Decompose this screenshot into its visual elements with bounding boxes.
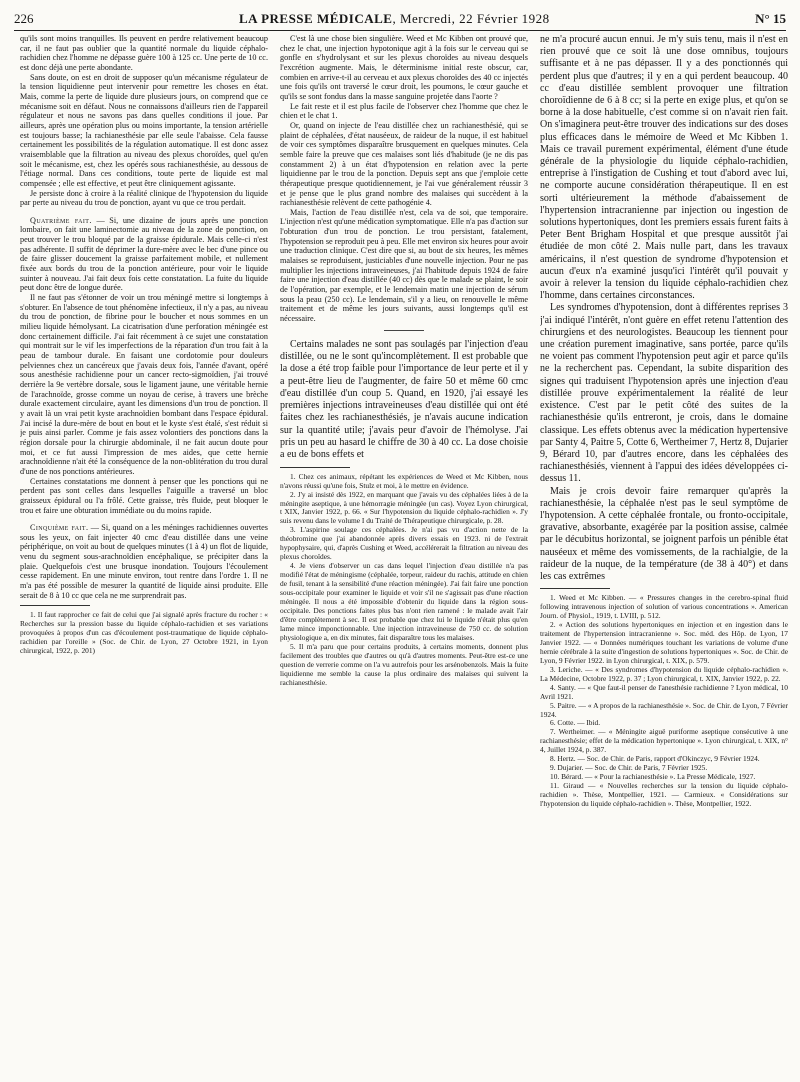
column-2	[280, 34, 528, 1074]
footnote: 2. « Action des solutions hypertoniques en injection et en ingestion dans le traitement de l'hypertension intracranienne ». Soc. méd. des Hôp. de Lyon, 17 Janvier 1922. — « Données numériques touchant les variations de volume d'une hernie cérébrale à la suite d'ingestion de solutions hypertoniques ». Soc. de Chir. de Lyon, 9 Février 1922. in Lyon chirurgical, t. XIX, p. 579.	[540, 620, 788, 665]
footnote: 8. Hertz. — Soc. de Chir. de Paris, rapport d'Okinczyc, 9 Février 1924.	[550, 754, 760, 764]
paragraph: Or, quand on injecte de l'eau distillée chez un rachianesthésié, qui se plaint de céphalées, d'état nauséeux, de raideur de la nuque, il est habituel de voir ces symptômes disparaître brusquement en quelques minutes. Cela semble faire la preuve que ces malaises sont liés d'habitude (je ne dis pas constamment 2) à un état d'hypotension en relation avec la perte liquidienne par le trou de la ponction. Depuis sept ans que j'emploie cette thérapeutique presque quotidiennement, je l'ai vue généralement réussir 3 et je pense que le plus grand nombre des malaises qui succèdent à la rachianesthésie relèvent de cette pathogénie 4.	[280, 120, 528, 208]
section-title: Cinquième fait.	[30, 523, 89, 533]
section-paragraph: Cinquième fait. — Si, quand on a les méninges rachidiennes ouvertes sous les yeux, on fait injecter 40 cmc d'eau distillée dans une veine périphérique, on voit au bout de quelques minutes (1 à 4) un flot de liquide, venu du segment sous-arachnoïdien encéphalique, se précipiter dans la plaie. Quelquefois c'est une brusque inondation. Toujours l'écoulement cesse rapidement. En une minute environ, tout rentre dans l'ordre 1. Il ne m'a pas été possible de mesurer la quantité de liquide ainsi produite. Elle serait de 8 à 10 cc que cela ne me surprendrait pas.	[20, 523, 268, 600]
footnotes	[540, 594, 788, 809]
page-header	[14, 8, 786, 31]
issue-date: , Mercredi, 22 Février 1928	[392, 11, 550, 26]
issue-number: N° 15	[755, 11, 786, 26]
section-title: Quatrième fait.	[30, 215, 92, 225]
paragraph: Le fait reste et il est plus facile de l'observer chez l'homme que chez le chien et le chat 1.	[280, 101, 528, 121]
paragraph: Les syndromes d'hypotension, dont à différentes reprises 3 j'ai indiqué l'intérêt, n'ont guère en effet retenu l'attention des chirurgiens et des neurologistes. Beaucoup les tiennent pour une création purement imaginative, sans portée, parce qu'ils ne voient pas comment l'hypotension peut agir et parce qu'ils ne la recherchent pas. Cependant, la subite disparition des signes qui traduisent l'hypotension après une injection d'eau distillée prouve expérimentalement la réalité de leur existence. C'est par le petit côté des suites de la rachianesthésie qu'ils entreront, je crois, dans le domaine classique. Les effets obtenus avec la médication hypertensive par Santy 4, Paitre 5, Cotte 6, Wertheimer 7, Hertz 8, Dujarier 9, Bérard 10, par d'autres encore, dans les céphalées des rachianesthésiés, viennent à l'appui des idées développées ci-dessus 11.	[540, 302, 788, 485]
footnote: 5. Il m'a paru que pour certains produits, à certains moments, donnent plus facilement des troubles que d'autres ou qu'à d'autres moments. Peut-être est-ce une question de verrerie comme on l'a vu autrefois pour les arsénobenzols. Mais la fuite liquidienne me semble la cause la plus ordinaire des malaises qui suivent la rachianesthésie.	[280, 641, 528, 687]
paragraph: Certaines constatations me donnent à penser que les ponctions qui ne perdent pas sont celles dans lesquelles l'aiguille a traversé un bloc graisseux épidural ou l'a frôlé. Cette graisse, très fluide, peut bloquer le trou et faire une obturation immédiate ou du moins rapide.	[20, 476, 268, 515]
footnote: 3. L'aspirine soulage ces céphalées. Je n'ai pas vu d'action nette de la théobromine que j'ai abandonnée après divers essais en 1923. ni de l'extrait hypophysaire, qui, d'après Cushing et Weed, accélérerait la filtration au niveau des plexus choroïdes.	[280, 525, 528, 562]
paragraph: Mais, l'action de l'eau distillée n'est, cela va de soi, que temporaire. L'injection n'est qu'une médication symptomatique. Elle n'a pas d'action sur l'obturation d'un trou de ponction. Le trou persistant, fatalement, l'hypotension se reproduit peu à peu. Elle met environ six heures pour avoir une traduction clinique. C'est dire que si, au bout de six heures, les mêmes malaises se reproduisent, justiciables d'une nouvelle injection. Pour ne pas multiplier les injections intraveineuses, j'ai l'habitude depuis 1924 de faire faire une injection d'eau distillée (40 cc) dès que le malade se plaint, le soir de l'opération, par exemple, et le lendemain matin une injection de sérum sous la peau (250 cc). Le lendemain, s'il y a lieu, on renouvelle le même traitement et de même les jours suivants, aussi longtemps qu'il est nécessaire.	[280, 207, 528, 324]
paragraph: C'est là une chose bien singulière. Weed et Mc Kibben ont prouvé que, chez le chat, une injection hypotonique agit à la fois sur le cerveau qui se gonfle en s'hydrolysant et sur les plexus choroïdes au niveau desquels l'excrétion augmente. Mais, le déterminisme initial reste obscur, car, combien en arrive-t-il au cerveau et aux plexus choroïdes des 40 cc injectés une fois qu'ils ont traversé le cœur droit, les poumons, le cœur gauche et qu'ils se sont fondus dans la masse sanguine projetée dans l'aorte ?	[280, 34, 528, 101]
footnotes	[280, 473, 528, 688]
footnote: 5. Paitre. — « A propos de la rachianesthésie ». Soc. de Chir. de Lyon, 7 Février 1924.	[540, 700, 788, 719]
paragraph: Je persiste donc à croire à la réalité clinique de l'hypotension du liquide par perte au niveau du trou de ponction, ayant vu que ce trou perdait.	[20, 188, 268, 208]
footnote: 10. Bérard. — « Pour la rachianesthésie ». La Presse Médicale, 1927.	[550, 772, 756, 782]
section-separator	[384, 330, 424, 331]
paragraph: ne m'a procuré aucun ennui. Je m'y suis tenu, mais il n'est en rien prouvé que ce soit là une dose omnibus, toujours suffisante et à ne pas dépasser. Il y a des ponctionnés qui perdent plus que d'autres; il y en a qui perdent beaucoup. 40 cc d'eau distillée semblent provoquer une filtration choroïdienne de 6 à 8 cc; si la perte en exige plus, et qu'on se borne à la dose habituelle, c'est comme si on n'avait rien fait. On s'imaginera peut-être trouver des indications sur des doses plus efficaces dans le mémoire de Weed et Mc Kibben 1. Mais ce travail purement expérimental, élément d'une étude générale de la physiologie du liquide céphalo-rachidien, entreprise à l'instigation de Cushing et tout d'abord avec lui, ne comporte aucune considération thérapeutique. Il en est sorti ultérieurement la méthode d'abaissement de l'hypertension intracranienne par injection ou ingestion de solutions hypertoniques, dont les premiers essais furent faits à Peter Bent Brigham Hospital et que presque aussitôt j'ai étudiée de mon côté 2. Mais nulle part, dans les travaux américains, il n'est question de syndrome d'hypotension et aucun d'eux n'a examiné jusqu'ici l'intérêt qu'il pouvait y avoir à relever la tension du liquide céphalo-rachidien chez l'homme, dans certaines circonstances.	[540, 34, 788, 302]
footnote: 3. Leriche. — « Des syndromes d'hypotension du liquide céphalo-rachidien ». La Médecine, Octobre 1922, p. 37 ; Lyon chirurgical, t. XIX, Janvier 1922, p. 22.	[540, 664, 788, 683]
footnote: 2. J'y ai insisté dès 1922, en marquant que j'avais vu des céphalées liées à de la méningite aseptique, à une hémorragie méningée (un cas). Voyez Lyon chirurgical, t XIX, Janvier 1922, p. 66. « Sur l'hypotension du liquide céphalo-rachidien ». J'y suis revenu dans le volume I du Traité de Thérapeutique chirurgicale, p. 28.	[280, 489, 528, 526]
footnote: 1. Weed et Mc Kibben. — « Pressures changes in the cerebro-spinal fluid following intravenous injection of solution of various concentrations ». American Journ. of Physiol., 1919, t. LVIII, p. 512.	[540, 593, 788, 621]
footnote-rule	[20, 605, 90, 606]
paragraph: qu'ils sont moins tranquilles. Ils peuvent en perdre relativement beaucoup car, il ne faut pas oublier que la quantité normale du liquide céphalo-rachidien chez l'homme ne dépasse guère 100 à 125 cc. Une perte de 10 cc. est donc déjà une perte abondante.	[20, 34, 268, 72]
paragraph: Mais je crois devoir faire remarquer qu'après la rachianesthésie, la céphalée n'est pas le seul symptôme de l'hypotension. A cette céphalée frontale, ou fronto-occipitale, gravative, absorbante, exagérée par la position assise, calmée par le décubitus horizontal, se joignent parfois un pénible état nauséeux et même des vomissements, de la rachialgie, de la raideur de la nuque, de la température (de 38 à 40°) et dans les cas extrêmes	[540, 485, 788, 582]
paragraph: Sans doute, on est en droit de supposer qu'un mécanisme régulateur de la tension liquidienne peut intervenir pour remettre les choses en état. Mais, comme la perte de liquide dure plusieurs jours, on comprend que ce mécanisme soit en défaut. Nous ne connaissons d'ailleurs rien de l'appareil régulateur et nous ne savons pas dans quelles conditions il joue. Par ailleurs, après une opération plus ou moins importante, la tension artérielle est toujours basse; la rachianesthésie par elle seule l'abaisse. Cela fausse certainement les possibilités de la régulation automatique. Il est donc assez vraisemblable que la filtration au niveau des plexus choroïdes, quel qu'en soit le mécanisme, est, chez les opérés sous rachianesthésie, au dessous de l'étiage normal. Dans ces conditions, toute perte de liquide est mal compensée ; elle est effective, et peut être cliniquement agissante.	[20, 72, 268, 188]
paragraph: Il ne faut pas s'étonner de voir un trou méningé mettre si longtemps à s'obturer. En l'absence de tout phénomène infectieux, il n'y a pas, au niveau du trou de ponction, de fibrine pour le boucher et nous sommes en un milieu liquide hémolysant. La cicatrisation d'une perforation méningée est donc certainement difficile. J'ai fait récemment à ce sujet une constatation qui montrait sur le vif les imperfections de la réparation d'un trou fait à la peau de tambour durale. En faisant une cordotomie pour douleurs pelviennes chez un cancéreux que j'avais deux fois, l'année d'avant, opéré sous anesthésie rachidienne pour un cancer recto-sigmoïdien, j'ai trouvé derrière la 9e vertèbre dorsale, sous le ligament jaune, une véritable hernie de l'arachnoïde, grosse comme un noyau de cerise, à travers une brèche durale exactement circulaire, ayant les dimensions d'un trou de ponction. Il y avait là un vrai petit kyste arachnoïdien bombant dans l'espace épidural. J'ai incisé la dure-mère de bout en bout et le kyste s'est étalé, s'est réduit si je puis ainsi parler. Comme je fais assez volontiers des ponctions dans la région dorsale pour la chirurgie abdominale, il ne fait aucun doute pour moi, et ce fut aussi l'impression de mes aides, que cette hernie arachnoïdienne n'ait été la conséquence de la non-oblitération du trou dural d'une de nos ponctions antérieures.	[20, 293, 268, 476]
footnote: 4. Je viens d'observer un cas dans lequel l'injection d'eau distillée n'a pas modifié l'état de méningisme (céphalée, torpeur, raideur du rachis, attitude en chien de fusil, tenant à la sensibilité d'une réaction méningée). J'ai fait faire une ponction sous-occipitale pour examiner le liquide et voir s'il ne s'agissait pas d'une réaction méningée. Il nous a été impossible d'obtenir du liquide dans la région sous-occipitale. Des ponctions faites plus bas n'ont rien ramené : le malade avait l'air d'être complètement à sec. Il est probable que chez lui le liquide n'était plus qu'en lame mince imponctionnable. Une injection intraveineuse de 750 cc. de solution physiologique a, en dix minutes, fait disparaître tous les malaises.	[280, 561, 528, 642]
footnote: 6. Cotte. — Ibid.	[550, 718, 601, 728]
footnote: 9. Dujarier. — Soc. de Chir. de Paris, 7 Février 1925.	[550, 763, 708, 773]
section-paragraph: Quatrième fait. — Si, une dizaine de jours après une ponction lombaire, on fait une laminectomie au niveau de la zone de ponction, on peut trouver le trou bloqué par de la graisse épidurale. Mais celle-ci n'est pas adhérente. Il suffit de déprimer la dure-mère avec le bec d'une pince ou de faire glisser doucement la graisse parfaitement mobile, et nullement fixée aux bords du trou de la ponction antérieure, pour voir le liquide suinter à nouveau. J'ai fait deux fois cette constatation. La fuite du liquide peut donc être de longue durée.	[20, 215, 268, 293]
paragraph: Certains malades ne sont pas soulagés par l'injection d'eau distillée, ou ne le sont qu'incomplètement. Il est probable que la dose a été trop faible pour l'importance de leur perte et il y a peut-être lieu de l'augmenter, de faire 50 et même 60 cmc d'eau distillée d'un coup 5. Quand, en 1920, j'ai essayé les premières injections intraveineuses d'eau distillée qui ont été faites chez les rachianesthésiés, je n'avais aucune indication sur la quantité utile; j'avais peur d'avoir de l'hémolyse. J'ai pris un peu au hasard le chiffre de 30 à 40 cc. La dose choisie a eu de bons effets et	[280, 338, 528, 461]
masthead	[239, 11, 550, 27]
footnote: 1. Chez ces animaux, répétant les expériences de Weed et Mc Kibben, nous n'avons réussi qu'une fois, Stulz et moi, à le mettre en évidence.	[280, 471, 528, 490]
footnote: 4. Santy. — « Que faut-il penser de l'anesthésie rachidienne ? Lyon médical, 10 Avril 1921.	[540, 682, 788, 701]
footnote: 11. Giraud — « Nouvelles recherches sur la tension du liquide céphalo-rachidien ». Thèse, Montpellier, 1921. — Carmieux. « Considérations sur l'hypotension du liquide céphalo-rachidien ». Thèse, Montpellier, 1922.	[540, 781, 788, 809]
footnote-rule	[280, 467, 350, 468]
journal-name: LA PRESSE MÉDICALE	[238, 11, 393, 26]
column-3	[540, 34, 788, 1074]
footnote-rule	[540, 588, 610, 589]
page-number: 226	[14, 11, 34, 26]
column-1	[20, 34, 268, 1074]
footnote: 7. Wertheimer. — « Méningite aiguë puriforme aseptique consécutive à une rachianesthésie; effet de la médication hypertonique ». Lyon chirurgical, t. XIX, n° 4, Juillet 1924, p. 387.	[540, 727, 788, 755]
footnote: 1. Il faut rapprocher ce fait de celui que j'ai signalé après fracture du rocher : « Recherches sur la pression basse du liquide céphalo-rachidien et ses variations provoquées à propos d'un cas d'écoulement post-traumatique de liquide céphalo-rachidien par l'oreille » (Soc. de Chir. de Lyon, 27 Octobre 1921, in Lyon chirurgical, 1922, p. 201)	[20, 610, 268, 656]
footnotes	[20, 611, 268, 656]
